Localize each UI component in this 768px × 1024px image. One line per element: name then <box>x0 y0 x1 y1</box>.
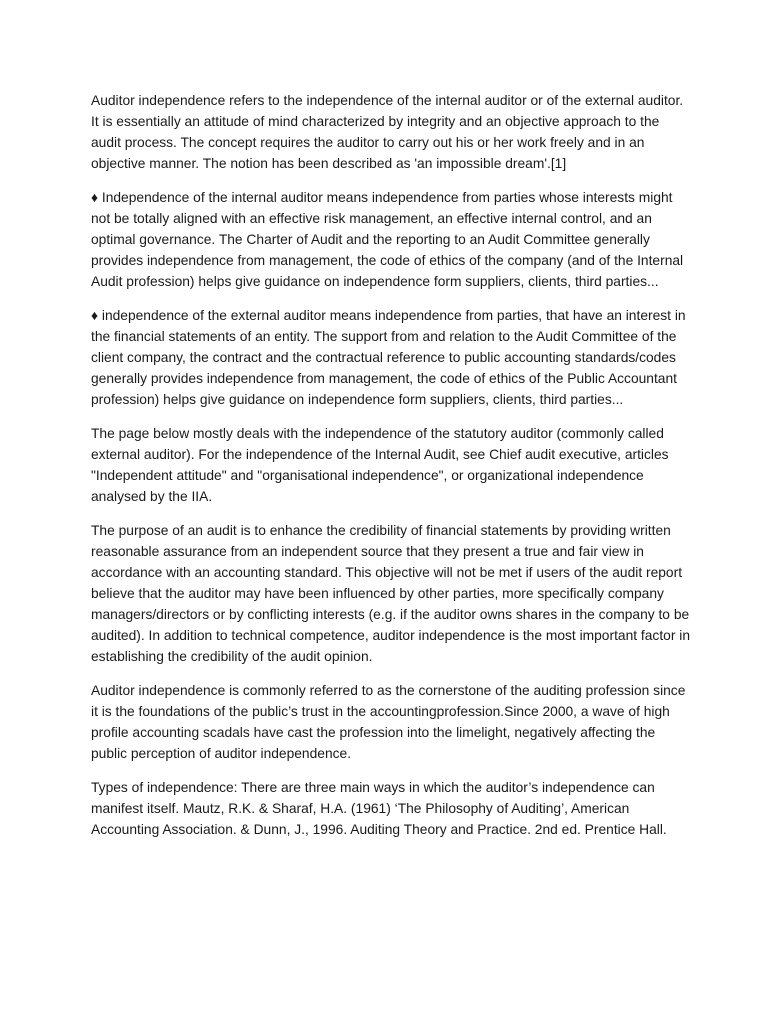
paragraph-internal-auditor: ♦ Independence of the internal auditor means independence from parties whose interests might not be totally aligned with an effective risk management, an effective internal control, and an optimal governance. The Charter of Audit and the reporting to an Audit Committee generally provides independence from management, the code of ethics of the company (and of the Internal Audit profession) helps give guidance on independence form suppliers, clients, third parties... <box>91 190 684 289</box>
paragraph-types-of-independence: Types of independence: There are three main ways in which the auditor’s independence can manifest itself. Mautz, R.K. & Sharaf, H.A. (1961) ‘The Philosophy of Auditing’, American Accounting Association. & Dunn, J., 1996. Auditing Theory and Practice. 2nd ed. Prentice Hall. <box>91 780 667 837</box>
paragraph-statutory-auditor: The page below mostly deals with the independence of the statutory auditor (commonly called external auditor). For the independence of the Internal Audit, see Chief audit executive, articles "Independent attitude" and "organisational independence", or organizational independence analysed by the IIA. <box>91 426 669 504</box>
paragraph-cornerstone: Auditor independence is commonly referred to as the cornerstone of the auditing profession since it is the foundations of the public’s trust in the accountingprofession.Since 2000, a wave of high profile accounting scadals have cast the profession into the limelight, negatively affecting the public perception of auditor independence. <box>91 683 686 761</box>
document-body <box>91 90 691 853</box>
paragraph-external-auditor: ♦ independence of the external auditor means independence from parties, that have an interest in the financial statements of an entity. The support from and relation to the Audit Committee of the client company, the contract and the contractual reference to public accounting standards/codes generally provides independence from management, the code of ethics of the Public Accountant profession) helps give guidance on independence form suppliers, clients, third parties... <box>91 308 686 407</box>
paragraph-audit-purpose: The purpose of an audit is to enhance the credibility of financial statements by providing written reasonable assurance from an independent source that they present a true and fair view in accordance with an accounting standard. This objective will not be met if users of the audit report believe that the auditor may have been influenced by other parties, more specifically company managers/directors or by conflicting interests (e.g. if the auditor owns shares in the company to be audited). In addition to technical competence, auditor independence is the most important factor in establishing the credibility of the audit opinion. <box>91 523 690 664</box>
paragraph-definition: Auditor independence refers to the independence of the internal auditor or of the external auditor. It is essentially an attitude of mind characterized by integrity and an objective approach to the audit process. The concept requires the auditor to carry out his or her work freely and in an objective manner. The notion has been described as 'an impossible dream'.[1] <box>91 93 684 171</box>
